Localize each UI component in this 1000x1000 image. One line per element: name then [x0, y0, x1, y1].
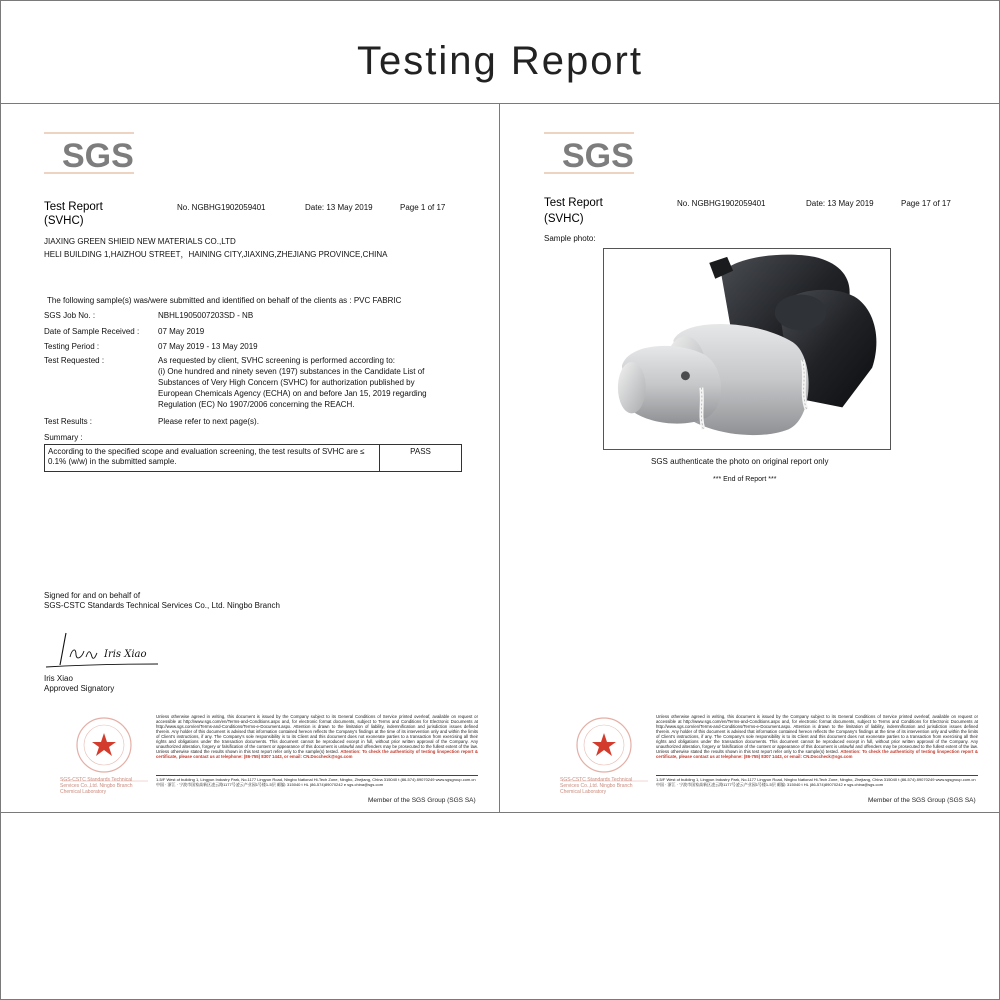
report-subtitle: (SVHC): [44, 215, 84, 227]
footer-address: [156, 775, 478, 787]
authenticity-warning: Attention: To check the authenticity of testing /inspection report & certificate, please contact us at telephone: (86-755) 8307 1443, or email: CN.Doccheck@sgs.com: [156, 748, 478, 759]
signature: [40, 627, 180, 672]
svg-text:SGS: SGS: [62, 137, 134, 175]
page-number: Page 1 of 17: [400, 203, 446, 212]
report-number: No. NGBHG1902059401: [677, 199, 766, 208]
member-text: Member of the SGS Group (SGS SA): [868, 797, 976, 804]
test-requested-line: Substances of Very High Concern (SVHC) for authorization published by: [158, 378, 415, 387]
member-text: Member of the SGS Group (SGS SA): [368, 797, 476, 804]
sample-photo: [603, 248, 891, 450]
bottom-divider: [0, 812, 1000, 813]
svg-text:SGS: SGS: [562, 137, 634, 175]
svg-text:Iris Xiao: Iris Xiao: [104, 649, 147, 660]
address-cn: 中国 · 浙江 · 宁波市国家高新区凌云路1177号凌云产业园1号楼1-5层 邮编: 315040 t HL (86-574)89070242 e sgs.china@sgs.com: [656, 782, 884, 787]
report-date: Date: 13 May 2019: [305, 203, 373, 212]
report-subtitle: (SVHC): [544, 213, 584, 225]
report-footer: [558, 715, 978, 795]
address-en: 1-5/F West of building 1, Lingyun Industry Park, No.1177 Lingyun Road, Ningbo National Hi-Tech Zone, Ningbo, Zhejiang, China 315040 t (86-574) 89070249 www.sgsgroup.com.cn: [656, 777, 976, 782]
report-title: Test Report: [544, 197, 603, 209]
photo-caption: SGS authenticate the photo on original report only: [651, 457, 829, 466]
signed-line: Signed for and on behalf of: [44, 591, 141, 600]
end-of-report: *** End of Report ***: [713, 476, 777, 483]
sgs-logo: [542, 127, 634, 179]
field-label: Date of Sample Received :: [44, 327, 140, 336]
client-name: JIAXING GREEN SHIEID NEW MATERIALS CO.,LTD: [44, 237, 236, 246]
summary-label: Summary :: [44, 433, 83, 442]
test-results-label: Test Results :: [44, 417, 93, 426]
report-page-17: [500, 105, 998, 811]
address-cn: 中国 · 浙江 · 宁波市国家高新区凌云路1177号凌云产业园1号楼1-5层 邮编: 315040 t HL (86-574)89070242 e sgs.china@sgs.com: [156, 782, 384, 787]
fine-print: [656, 715, 978, 759]
field-value: 07 May 2019 - 13 May 2019: [158, 342, 258, 351]
summary-result: PASS: [410, 447, 431, 456]
fine-print-text: Unless otherwise agreed in writing, this document is issued by the Company subject to its General Conditions of Service printed overleaf, available on request or accessible at http://www.sgs.com/en/Terms-and-Conditions.aspx and, for electronic format documents, subject to Terms and Conditions for Electronic Documents at http://www.sgs.com/en/Terms-and-Conditions/Terms-e-Document.aspx. Attention is drawn to the limitation of liability, indemnification and jurisdiction issues defined therein. Any holder of this document is advised that information contained hereon reflects the Company's findings at the time of its intervention only and within the limits of Client's instructions, if any. The Company's sole responsibility is to its Client and this document does not exonerate parties to a transaction from exercising all their rights and obligations under the transaction documents. This document cannot be reproduced except in full, without prior written approval of the Company. Any unauthorized alteration, forgery or falsification of the content or appearance of this document is unlawful and offenders may be prosecuted to the fullest extent of the law. Unless otherwise stated the results shown in this test report refer only to the sample(s) tested.: [656, 714, 978, 754]
report-page-1: [0, 105, 498, 811]
signatory-name: Iris Xiao: [44, 674, 73, 683]
report-title: Test Report: [44, 201, 103, 213]
report-date: Date: 13 May 2019: [806, 199, 874, 208]
sample-photo-label: Sample photo:: [544, 234, 596, 243]
address-en: 1-5/F West of building 1, Lingyun Industry Park, No.1177 Lingyun Road, Ningbo National Hi-Tech Zone, Ningbo, Zhejiang, China 315040 t (86-574) 89070249 www.sgsgroup.com.cn: [156, 777, 476, 782]
lab-stamp: [58, 715, 150, 795]
authenticity-warning: Attention: To check the authenticity of testing /inspection report & certificate, please contact us at telephone: (86-755) 8307 1443, or email: CN.Doccheck@sgs.com: [656, 748, 978, 759]
field-label: SGS Job No. :: [44, 311, 96, 320]
signatory-title: Approved Signatory: [44, 684, 115, 693]
stamp-text: SGS-CSTC Standards Technical Services Co.,Ltd. Ningbo Branch Chemical Laboratory: [560, 777, 633, 795]
stamp-text: SGS-CSTC Standards Technical Services Co.,Ltd. Ningbo Branch Chemical Laboratory: [60, 777, 133, 795]
test-requested-line: As requested by client, SVHC screening is performed according to:: [158, 356, 396, 365]
client-address: HELI BUILDING 1,HAIZHOU STREET，HAINING CITY,JIAXING,ZHEJIANG PROVINCE,CHINA: [44, 250, 388, 259]
field-value: NBHL1905007203SD - NB: [158, 311, 254, 320]
test-requested-line: Regulation (EC) No 1907/2006 concerning the REACH.: [158, 400, 355, 409]
test-results-value: Please refer to next page(s).: [158, 417, 259, 426]
report-footer: [58, 715, 478, 795]
signed-company: SGS-CSTC Standards Technical Services Co., Ltd. Ningbo Branch: [44, 601, 280, 610]
summary-text: According to the specified scope and evaluation screening, the test results of SVHC are ≤ 0.1% (w/w) in the submitted sample.: [45, 445, 380, 471]
field-value: 07 May 2019: [158, 327, 205, 336]
fine-print-text: Unless otherwise agreed in writing, this document is issued by the Company subject to its General Conditions of Service printed overleaf, available on request or accessible at http://www.sgs.com/en/Terms-and-Conditions.aspx and, for electronic format documents, subject to Terms and Conditions for Electronic Documents at http://www.sgs.com/en/Terms-and-Conditions/Terms-e-Document.aspx. Attention is drawn to the limitation of liability, indemnification and jurisdiction issues defined therein. Any holder of this document is advised that information contained hereon reflects the Company's findings at the time of its intervention only and within the limits of Client's instructions, if any. The Company's sole responsibility is to its Client and this document does not exonerate parties to a transaction from exercising all their rights and obligations under the transaction documents. This document cannot be reproduced except in full, without prior written approval of the Company. Any unauthorized alteration, forgery or falsification of the content or appearance of this document is unlawful and offenders may be prosecuted to the fullest extent of the law. Unless otherwise stated the results shown in this test report refer only to the sample(s) tested.: [156, 714, 478, 754]
test-requested-label: Test Requested :: [44, 356, 105, 365]
page-number: Page 17 of 17: [901, 199, 951, 208]
footer-address: [656, 775, 978, 787]
summary-box: [44, 444, 462, 472]
sgs-logo: [42, 127, 134, 179]
intro-text: The following sample(s) was/were submitted and identified on behalf of the clients as : PVC FABRIC: [47, 296, 402, 305]
lab-stamp: [558, 715, 650, 795]
test-requested-line: European Chemicals Agency (ECHA) on and before Jan 15, 2019 regarding: [158, 389, 427, 398]
field-label: Testing Period :: [44, 342, 100, 351]
test-requested-line: (i) One hundred and ninety seven (197) substances in the Candidate List of: [158, 367, 425, 376]
report-number: No. NGBHG1902059401: [177, 203, 266, 212]
title-bar: [0, 0, 1000, 104]
fine-print: [156, 715, 478, 759]
page-title: Testing Report: [357, 39, 643, 83]
